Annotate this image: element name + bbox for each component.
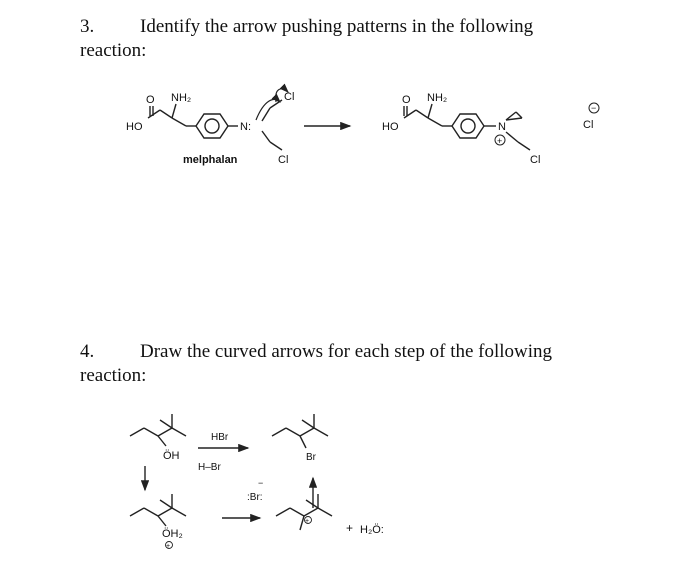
hbr-reagent: HBr <box>211 432 229 443</box>
oxonium-ion <box>130 494 186 549</box>
question-3-text: Identify the arrow pushing patterns in the following <box>140 16 534 37</box>
alcohol-oh: ÖH <box>163 450 180 462</box>
reactant-nitrogen: N: <box>240 121 251 133</box>
oxonium-charge: + <box>166 543 171 550</box>
melphalan-reactant <box>148 89 288 150</box>
h-br-bond: H–Br <box>198 462 221 473</box>
oxonium-oh2: ÖH₂ <box>162 528 183 540</box>
product-cl: Cl <box>530 154 541 166</box>
chloride-ion: Cl <box>583 119 594 131</box>
product-n-charge: + <box>497 136 503 146</box>
reactant-cl-top: Cl <box>284 91 295 103</box>
product-nitrogen: N <box>498 121 506 133</box>
tertiary-alcohol <box>130 414 186 446</box>
carbocation <box>276 494 332 530</box>
reactant-carbonyl-o: O <box>146 94 155 106</box>
bromide-charge: − <box>258 478 264 488</box>
bromide-ion: :Br: <box>247 492 263 503</box>
product-br: Br <box>306 452 316 463</box>
plus-sign: + <box>346 521 354 535</box>
reactant-cl-bottom: Cl <box>278 154 289 166</box>
melphalan-label: melphalan <box>183 154 238 166</box>
question-3-number: 3. <box>80 16 95 37</box>
question-4-number: 4. <box>80 341 95 362</box>
reactant-ho: HO <box>126 121 143 133</box>
question-4-continuation: reaction: <box>80 365 147 386</box>
reactant-nh2: NH₂ <box>171 92 192 104</box>
product-nh2: NH₂ <box>427 92 448 104</box>
alkyl-bromide <box>272 414 328 448</box>
product-carbonyl-o: O <box>402 94 411 106</box>
question-4-text: Draw the curved arrows for each step of the following <box>140 341 553 362</box>
question-3-continuation: reaction: <box>80 40 147 61</box>
product-ho: HO <box>382 121 399 133</box>
carbocation-charge: + <box>305 518 310 525</box>
chloride-charge: − <box>591 103 597 113</box>
water-molecule: H₂Ö: <box>360 524 384 536</box>
